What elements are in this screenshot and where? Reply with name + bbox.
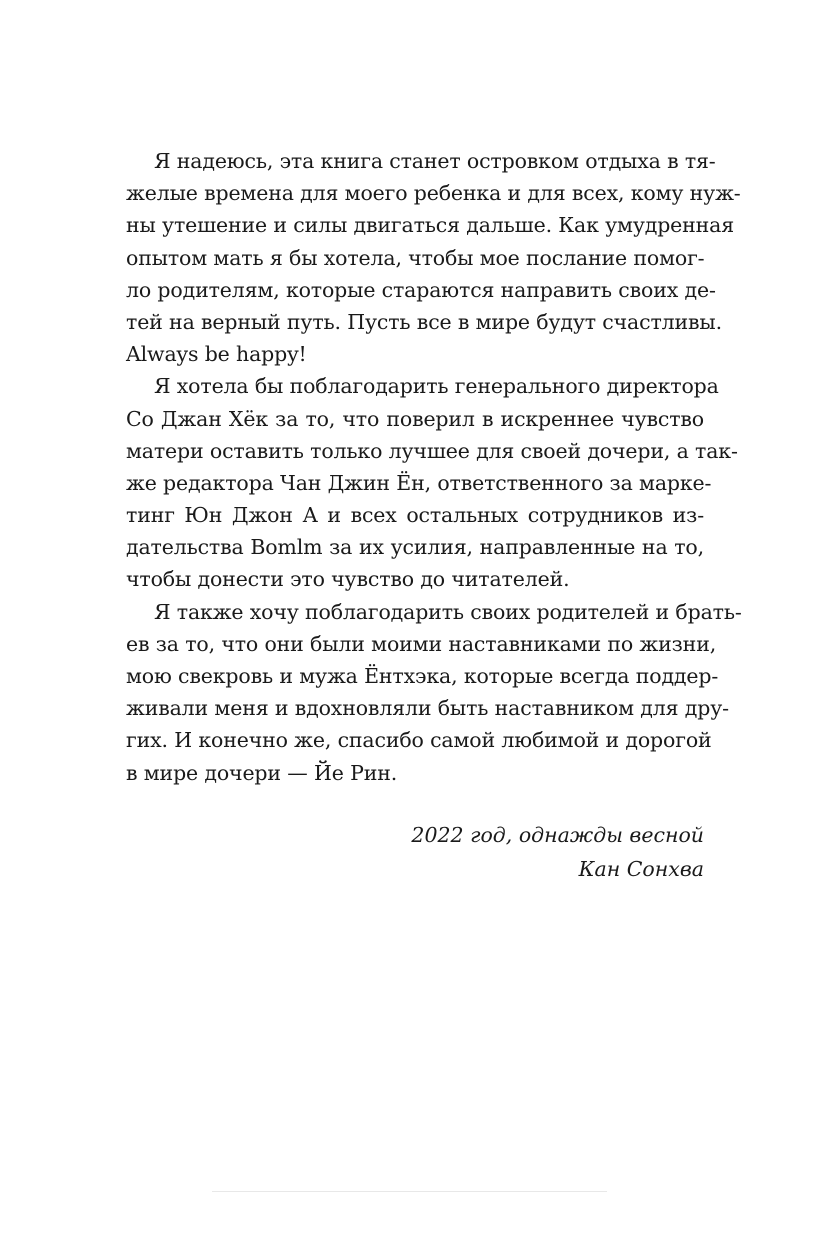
text-line: матери оставить только лучшее для своей дочери, а так- xyxy=(126,438,738,463)
text-line: живали меня и вдохновляли быть наставником для дру- xyxy=(126,696,729,721)
text-line: в мире дочери — Йе Рин. xyxy=(126,760,398,785)
paragraph-2 xyxy=(126,370,738,595)
text-line: же редактора Чан Джин Ён, ответственного за марке- xyxy=(126,470,712,495)
text-line: желые времена для моего ребенка и для всех, кому нуж- xyxy=(126,181,741,206)
text-line: опытом мать я бы хотела, чтобы мое послание помог- xyxy=(126,245,705,270)
text-line: дательства Bomlm за их усилия, направленные на то, xyxy=(126,535,704,560)
text-line: ны утешение и силы двигаться дальше. Как умудренная xyxy=(126,213,735,238)
text-line: тей на верный путь. Пусть все в мире будут счастливы. xyxy=(126,309,722,334)
text-line: Я хотела бы поблагодарить генерального директора xyxy=(154,374,719,399)
paragraph-3 xyxy=(126,596,742,789)
text-line: ло родителям, которые стараются направить своих де- xyxy=(126,277,716,302)
signature-date: 2022 год, однажды весной xyxy=(411,823,704,847)
text-line: Я надеюсь, эта книга станет островком отдыха в тя- xyxy=(154,149,716,173)
paragraph-1 xyxy=(126,145,741,370)
text-line: ев за то, что они были моими наставниками по жизни, xyxy=(126,631,717,656)
text-line: чтобы донести это чувство до читателей. xyxy=(126,567,570,592)
text-line: гих. И конечно же, спасибо самой любимой и дорогой xyxy=(126,728,712,753)
text-line: Со Джан Хёк за то, что поверил в искреннее чувство xyxy=(126,406,704,431)
text-line: тинг Юн Джон А и всех остальных сотрудников из- xyxy=(126,503,704,528)
body-text xyxy=(126,145,742,789)
signature-block xyxy=(411,818,704,886)
signature-author: Кан Сонхва xyxy=(578,857,704,881)
page-bottom-rule xyxy=(212,1191,607,1192)
text-line: мою свекровь и мужа Ёнтхэка, которые всегда поддер- xyxy=(126,664,719,688)
text-line: Always be happy! xyxy=(126,342,307,367)
text-line: Я также хочу поблагодарить своих родителей и брать- xyxy=(154,599,742,624)
